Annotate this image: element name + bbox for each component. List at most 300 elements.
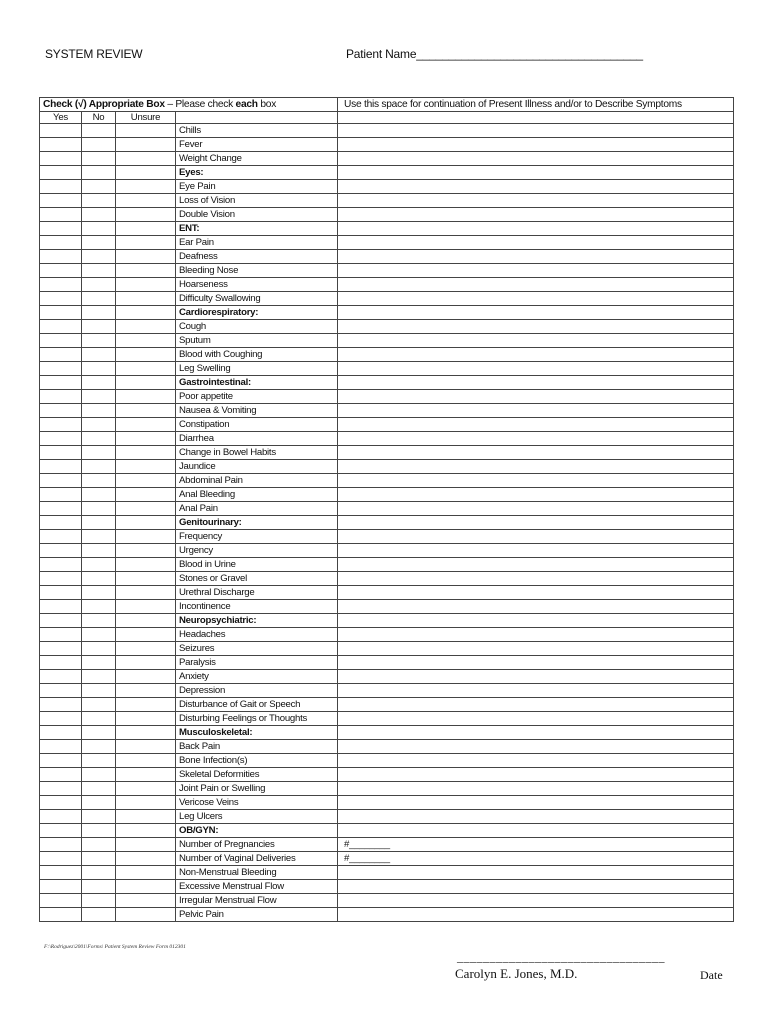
unsure-checkbox[interactable] bbox=[116, 530, 176, 544]
notes-cell[interactable] bbox=[338, 306, 734, 320]
no-checkbox[interactable] bbox=[82, 768, 116, 782]
symptom-label: Skeletal Deformities bbox=[176, 768, 338, 782]
yes-checkbox[interactable] bbox=[40, 824, 82, 838]
yes-checkbox[interactable] bbox=[40, 166, 82, 180]
unsure-checkbox[interactable] bbox=[116, 670, 176, 684]
notes-cell[interactable] bbox=[338, 390, 734, 404]
symptom-row bbox=[40, 208, 734, 222]
no-checkbox[interactable] bbox=[82, 208, 116, 222]
symptom-label: Pelvic Pain bbox=[176, 908, 338, 922]
yes-checkbox[interactable] bbox=[40, 194, 82, 208]
no-checkbox[interactable] bbox=[82, 488, 116, 502]
symptom-row bbox=[40, 852, 734, 866]
no-checkbox[interactable] bbox=[82, 908, 116, 922]
unsure-checkbox[interactable] bbox=[116, 194, 176, 208]
yes-checkbox[interactable] bbox=[40, 152, 82, 166]
check-instruction: Check (√) Appropriate Box – Please check each box bbox=[40, 98, 338, 112]
no-checkbox[interactable] bbox=[82, 460, 116, 474]
no-checkbox[interactable] bbox=[82, 418, 116, 432]
unsure-checkbox[interactable] bbox=[116, 124, 176, 138]
symptom-row bbox=[40, 754, 734, 768]
no-checkbox[interactable] bbox=[82, 796, 116, 810]
no-checkbox[interactable] bbox=[82, 320, 116, 334]
yes-checkbox[interactable] bbox=[40, 866, 82, 880]
notes-cell[interactable] bbox=[338, 138, 734, 152]
notes-cell[interactable] bbox=[338, 642, 734, 656]
yes-checkbox[interactable] bbox=[40, 656, 82, 670]
notes-cell[interactable] bbox=[338, 152, 734, 166]
unsure-checkbox[interactable] bbox=[116, 614, 176, 628]
unsure-checkbox[interactable] bbox=[116, 292, 176, 306]
yes-checkbox[interactable] bbox=[40, 460, 82, 474]
unsure-checkbox[interactable] bbox=[116, 390, 176, 404]
notes-cell[interactable] bbox=[338, 432, 734, 446]
no-checkbox[interactable] bbox=[82, 558, 116, 572]
file-path-footnote: F:\Rodriguez\2001\Forms\ Patient System Review Form 012301 bbox=[44, 944, 186, 950]
notes-cell[interactable] bbox=[338, 264, 734, 278]
symptom-label: Blood with Coughing bbox=[176, 348, 338, 362]
no-checkbox[interactable] bbox=[82, 152, 116, 166]
symptom-row bbox=[40, 684, 734, 698]
yes-checkbox[interactable] bbox=[40, 894, 82, 908]
section-heading: Musculoskeletal: bbox=[176, 726, 338, 740]
unsure-checkbox[interactable] bbox=[116, 516, 176, 530]
unsure-checkbox[interactable] bbox=[116, 866, 176, 880]
yes-checkbox[interactable] bbox=[40, 292, 82, 306]
section-row bbox=[40, 166, 734, 180]
no-checkbox[interactable] bbox=[82, 390, 116, 404]
no-checkbox[interactable] bbox=[82, 236, 116, 250]
no-checkbox[interactable] bbox=[82, 334, 116, 348]
notes-cell[interactable] bbox=[338, 460, 734, 474]
unsure-checkbox[interactable] bbox=[116, 726, 176, 740]
notes-cell[interactable] bbox=[338, 334, 734, 348]
unsure-checkbox[interactable] bbox=[116, 768, 176, 782]
symptom-row bbox=[40, 880, 734, 894]
symptom-row bbox=[40, 180, 734, 194]
symptom-row bbox=[40, 908, 734, 922]
yes-checkbox[interactable] bbox=[40, 684, 82, 698]
no-checkbox[interactable] bbox=[82, 838, 116, 852]
no-checkbox[interactable] bbox=[82, 684, 116, 698]
notes-cell[interactable] bbox=[338, 754, 734, 768]
yes-checkbox[interactable] bbox=[40, 236, 82, 250]
symptom-row bbox=[40, 656, 734, 670]
no-checkbox[interactable] bbox=[82, 880, 116, 894]
unsure-checkbox[interactable] bbox=[116, 810, 176, 824]
yes-checkbox[interactable] bbox=[40, 796, 82, 810]
unsure-checkbox[interactable] bbox=[116, 488, 176, 502]
yes-checkbox[interactable] bbox=[40, 544, 82, 558]
unsure-checkbox[interactable] bbox=[116, 502, 176, 516]
symptom-label: Fever bbox=[176, 138, 338, 152]
no-checkbox[interactable] bbox=[82, 894, 116, 908]
no-checkbox[interactable] bbox=[82, 628, 116, 642]
notes-cell[interactable] bbox=[338, 446, 734, 460]
notes-cell[interactable] bbox=[338, 880, 734, 894]
notes-cell[interactable] bbox=[338, 894, 734, 908]
no-checkbox[interactable] bbox=[82, 264, 116, 278]
symptom-label: Bone Infection(s) bbox=[176, 754, 338, 768]
notes-cell[interactable] bbox=[338, 656, 734, 670]
yes-checkbox[interactable] bbox=[40, 586, 82, 600]
symptom-row bbox=[40, 446, 734, 460]
yes-checkbox[interactable] bbox=[40, 642, 82, 656]
notes-cell[interactable] bbox=[338, 348, 734, 362]
unsure-checkbox[interactable] bbox=[116, 600, 176, 614]
yes-checkbox[interactable] bbox=[40, 138, 82, 152]
yes-checkbox[interactable] bbox=[40, 908, 82, 922]
symptom-label: Incontinence bbox=[176, 600, 338, 614]
yes-checkbox[interactable] bbox=[40, 698, 82, 712]
yes-checkbox[interactable] bbox=[40, 208, 82, 222]
no-checkbox[interactable] bbox=[82, 572, 116, 586]
notes-cell[interactable] bbox=[338, 418, 734, 432]
unsure-checkbox[interactable] bbox=[116, 740, 176, 754]
unsure-checkbox[interactable] bbox=[116, 628, 176, 642]
symptom-row bbox=[40, 838, 734, 852]
no-checkbox[interactable] bbox=[82, 124, 116, 138]
doctor-name: Carolyn E. Jones, M.D. bbox=[455, 966, 578, 981]
yes-checkbox[interactable] bbox=[40, 362, 82, 376]
yes-checkbox[interactable] bbox=[40, 488, 82, 502]
notes-cell[interactable] bbox=[338, 376, 734, 390]
yes-checkbox[interactable] bbox=[40, 432, 82, 446]
yes-checkbox[interactable] bbox=[40, 726, 82, 740]
no-checkbox[interactable] bbox=[82, 754, 116, 768]
notes-cell[interactable] bbox=[338, 908, 734, 922]
notes-cell[interactable] bbox=[338, 586, 734, 600]
section-row bbox=[40, 222, 734, 236]
symptom-row bbox=[40, 600, 734, 614]
symptom-label: Number of Pregnancies bbox=[176, 838, 338, 852]
symptom-label: Vericose Veins bbox=[176, 796, 338, 810]
notes-cell[interactable] bbox=[338, 628, 734, 642]
symptom-row bbox=[40, 488, 734, 502]
yes-checkbox[interactable] bbox=[40, 264, 82, 278]
unsure-checkbox[interactable] bbox=[116, 754, 176, 768]
yes-checkbox[interactable] bbox=[40, 418, 82, 432]
symptom-row bbox=[40, 348, 734, 362]
no-checkbox[interactable] bbox=[82, 222, 116, 236]
no-checkbox[interactable] bbox=[82, 600, 116, 614]
col-no-label: No bbox=[82, 112, 116, 124]
unsure-checkbox[interactable] bbox=[116, 880, 176, 894]
yes-checkbox[interactable] bbox=[40, 516, 82, 530]
symptom-label: Deafness bbox=[176, 250, 338, 264]
no-checkbox[interactable] bbox=[82, 278, 116, 292]
yes-checkbox[interactable] bbox=[40, 320, 82, 334]
section-heading: OB/GYN: bbox=[176, 824, 338, 838]
notes-cell[interactable] bbox=[338, 194, 734, 208]
unsure-checkbox[interactable] bbox=[116, 656, 176, 670]
yes-checkbox[interactable] bbox=[40, 376, 82, 390]
no-checkbox[interactable] bbox=[82, 866, 116, 880]
symptom-row bbox=[40, 894, 734, 908]
no-checkbox[interactable] bbox=[82, 306, 116, 320]
unsure-checkbox[interactable] bbox=[116, 838, 176, 852]
unsure-checkbox[interactable] bbox=[116, 208, 176, 222]
no-checkbox[interactable] bbox=[82, 530, 116, 544]
yes-checkbox[interactable] bbox=[40, 754, 82, 768]
notes-cell[interactable] bbox=[338, 698, 734, 712]
yes-checkbox[interactable] bbox=[40, 572, 82, 586]
notes-cell[interactable] bbox=[338, 558, 734, 572]
unsure-checkbox[interactable] bbox=[116, 278, 176, 292]
symptom-row bbox=[40, 866, 734, 880]
no-checkbox[interactable] bbox=[82, 502, 116, 516]
unsure-checkbox[interactable] bbox=[116, 306, 176, 320]
notes-cell[interactable] bbox=[338, 712, 734, 726]
symptom-label: Irregular Menstrual Flow bbox=[176, 894, 338, 908]
unsure-checkbox[interactable] bbox=[116, 460, 176, 474]
notes-cell[interactable] bbox=[338, 866, 734, 880]
yes-checkbox[interactable] bbox=[40, 712, 82, 726]
no-checkbox[interactable] bbox=[82, 614, 116, 628]
symptom-row bbox=[40, 194, 734, 208]
notes-cell[interactable] bbox=[338, 278, 734, 292]
symptom-row bbox=[40, 250, 734, 264]
yes-checkbox[interactable] bbox=[40, 348, 82, 362]
no-checkbox[interactable] bbox=[82, 376, 116, 390]
symptom-label: Headaches bbox=[176, 628, 338, 642]
unsure-checkbox[interactable] bbox=[116, 544, 176, 558]
yes-checkbox[interactable] bbox=[40, 502, 82, 516]
notes-cell[interactable] bbox=[338, 670, 734, 684]
notes-cell[interactable] bbox=[338, 796, 734, 810]
no-checkbox[interactable] bbox=[82, 782, 116, 796]
yes-checkbox[interactable] bbox=[40, 740, 82, 754]
symptom-row bbox=[40, 712, 734, 726]
yes-checkbox[interactable] bbox=[40, 852, 82, 866]
table-header-row bbox=[40, 98, 734, 112]
notes-cell[interactable] bbox=[338, 362, 734, 376]
yes-checkbox[interactable] bbox=[40, 124, 82, 138]
yes-checkbox[interactable] bbox=[40, 306, 82, 320]
yes-checkbox[interactable] bbox=[40, 278, 82, 292]
no-checkbox[interactable] bbox=[82, 138, 116, 152]
unsure-checkbox[interactable] bbox=[116, 376, 176, 390]
unsure-checkbox[interactable] bbox=[116, 852, 176, 866]
symptom-col-header bbox=[176, 112, 338, 124]
notes-cell[interactable] bbox=[338, 180, 734, 194]
no-checkbox[interactable] bbox=[82, 726, 116, 740]
notes-cell[interactable]: #________ bbox=[338, 838, 734, 852]
unsure-checkbox[interactable] bbox=[116, 348, 176, 362]
notes-cell[interactable]: #________ bbox=[338, 852, 734, 866]
no-checkbox[interactable] bbox=[82, 432, 116, 446]
unsure-checkbox[interactable] bbox=[116, 446, 176, 460]
notes-cell[interactable] bbox=[338, 530, 734, 544]
unsure-checkbox[interactable] bbox=[116, 908, 176, 922]
yes-checkbox[interactable] bbox=[40, 446, 82, 460]
yes-checkbox[interactable] bbox=[40, 838, 82, 852]
notes-cell[interactable] bbox=[338, 810, 734, 824]
symptom-label: Sputum bbox=[176, 334, 338, 348]
symptom-row bbox=[40, 236, 734, 250]
unsure-checkbox[interactable] bbox=[116, 320, 176, 334]
yes-checkbox[interactable] bbox=[40, 390, 82, 404]
no-checkbox[interactable] bbox=[82, 852, 116, 866]
symptom-label: Jaundice bbox=[176, 460, 338, 474]
notes-cell[interactable] bbox=[338, 516, 734, 530]
notes-cell[interactable] bbox=[338, 824, 734, 838]
unsure-checkbox[interactable] bbox=[116, 698, 176, 712]
unsure-checkbox[interactable] bbox=[116, 418, 176, 432]
yes-checkbox[interactable] bbox=[40, 180, 82, 194]
unsure-checkbox[interactable] bbox=[116, 572, 176, 586]
notes-cell[interactable] bbox=[338, 726, 734, 740]
unsure-checkbox[interactable] bbox=[116, 782, 176, 796]
symptom-label: Bleeding Nose bbox=[176, 264, 338, 278]
unsure-checkbox[interactable] bbox=[116, 362, 176, 376]
symptom-row bbox=[40, 460, 734, 474]
yes-checkbox[interactable] bbox=[40, 558, 82, 572]
symptom-label: Back Pain bbox=[176, 740, 338, 754]
unsure-checkbox[interactable] bbox=[116, 152, 176, 166]
notes-cell[interactable] bbox=[338, 782, 734, 796]
symptom-row bbox=[40, 362, 734, 376]
symptom-row bbox=[40, 698, 734, 712]
unsure-checkbox[interactable] bbox=[116, 558, 176, 572]
no-checkbox[interactable] bbox=[82, 712, 116, 726]
notes-cell[interactable] bbox=[338, 320, 734, 334]
no-checkbox[interactable] bbox=[82, 404, 116, 418]
notes-cell[interactable] bbox=[338, 404, 734, 418]
yes-checkbox[interactable] bbox=[40, 810, 82, 824]
notes-cell[interactable] bbox=[338, 572, 734, 586]
no-checkbox[interactable] bbox=[82, 544, 116, 558]
notes-cell[interactable] bbox=[338, 614, 734, 628]
no-checkbox[interactable] bbox=[82, 642, 116, 656]
symptom-label: Number of Vaginal Deliveries bbox=[176, 852, 338, 866]
notes-cell[interactable] bbox=[338, 166, 734, 180]
section-heading: Eyes: bbox=[176, 166, 338, 180]
no-checkbox[interactable] bbox=[82, 348, 116, 362]
notes-cell[interactable] bbox=[338, 222, 734, 236]
symptom-label: Hoarseness bbox=[176, 278, 338, 292]
no-checkbox[interactable] bbox=[82, 474, 116, 488]
no-checkbox[interactable] bbox=[82, 362, 116, 376]
yes-checkbox[interactable] bbox=[40, 600, 82, 614]
section-row bbox=[40, 306, 734, 320]
notes-cell[interactable] bbox=[338, 740, 734, 754]
notes-cell[interactable] bbox=[338, 600, 734, 614]
unsure-checkbox[interactable] bbox=[116, 684, 176, 698]
no-checkbox[interactable] bbox=[82, 180, 116, 194]
unsure-checkbox[interactable] bbox=[116, 138, 176, 152]
unsure-checkbox[interactable] bbox=[116, 236, 176, 250]
symptom-row bbox=[40, 264, 734, 278]
no-checkbox[interactable] bbox=[82, 740, 116, 754]
unsure-checkbox[interactable] bbox=[116, 712, 176, 726]
notes-cell[interactable] bbox=[338, 544, 734, 558]
symptom-row bbox=[40, 810, 734, 824]
section-row bbox=[40, 824, 734, 838]
yes-checkbox[interactable] bbox=[40, 474, 82, 488]
no-checkbox[interactable] bbox=[82, 250, 116, 264]
no-checkbox[interactable] bbox=[82, 166, 116, 180]
yes-checkbox[interactable] bbox=[40, 222, 82, 236]
yes-checkbox[interactable] bbox=[40, 614, 82, 628]
yes-checkbox[interactable] bbox=[40, 670, 82, 684]
symptom-row bbox=[40, 544, 734, 558]
yes-checkbox[interactable] bbox=[40, 768, 82, 782]
section-heading: Neuropsychiatric: bbox=[176, 614, 338, 628]
unsure-checkbox[interactable] bbox=[116, 334, 176, 348]
unsure-checkbox[interactable] bbox=[116, 474, 176, 488]
symptom-row bbox=[40, 628, 734, 642]
symptom-label: Cough bbox=[176, 320, 338, 334]
no-checkbox[interactable] bbox=[82, 194, 116, 208]
symptom-row bbox=[40, 390, 734, 404]
unsure-checkbox[interactable] bbox=[116, 180, 176, 194]
notes-cell[interactable] bbox=[338, 292, 734, 306]
unsure-checkbox[interactable] bbox=[116, 432, 176, 446]
unsure-checkbox[interactable] bbox=[116, 824, 176, 838]
notes-cell[interactable] bbox=[338, 502, 734, 516]
signature-line[interactable]: ________________________________ bbox=[457, 950, 665, 964]
symptom-row bbox=[40, 292, 734, 306]
notes-cell[interactable] bbox=[338, 684, 734, 698]
yes-checkbox[interactable] bbox=[40, 782, 82, 796]
yes-checkbox[interactable] bbox=[40, 880, 82, 894]
unsure-checkbox[interactable] bbox=[116, 894, 176, 908]
notes-cell[interactable] bbox=[338, 768, 734, 782]
symptom-row bbox=[40, 642, 734, 656]
yes-checkbox[interactable] bbox=[40, 530, 82, 544]
yes-checkbox[interactable] bbox=[40, 404, 82, 418]
unsure-checkbox[interactable] bbox=[116, 222, 176, 236]
unsure-checkbox[interactable] bbox=[116, 404, 176, 418]
no-checkbox[interactable] bbox=[82, 698, 116, 712]
symptom-label: Excessive Menstrual Flow bbox=[176, 880, 338, 894]
no-checkbox[interactable] bbox=[82, 292, 116, 306]
unsure-checkbox[interactable] bbox=[116, 166, 176, 180]
no-checkbox[interactable] bbox=[82, 810, 116, 824]
notes-cell[interactable] bbox=[338, 236, 734, 250]
unsure-checkbox[interactable] bbox=[116, 796, 176, 810]
patient-name-field[interactable]: Patient Name___________________________________ bbox=[346, 47, 643, 61]
symptom-label: Blood in Urine bbox=[176, 558, 338, 572]
yes-checkbox[interactable] bbox=[40, 628, 82, 642]
no-checkbox[interactable] bbox=[82, 824, 116, 838]
no-checkbox[interactable] bbox=[82, 670, 116, 684]
section-heading: Cardiorespiratory: bbox=[176, 306, 338, 320]
unsure-checkbox[interactable] bbox=[116, 250, 176, 264]
notes-cell[interactable] bbox=[338, 208, 734, 222]
no-checkbox[interactable] bbox=[82, 586, 116, 600]
symptom-row bbox=[40, 404, 734, 418]
notes-cell[interactable] bbox=[338, 488, 734, 502]
notes-cell[interactable] bbox=[338, 474, 734, 488]
unsure-checkbox[interactable] bbox=[116, 264, 176, 278]
unsure-checkbox[interactable] bbox=[116, 586, 176, 600]
unsure-checkbox[interactable] bbox=[116, 642, 176, 656]
no-checkbox[interactable] bbox=[82, 516, 116, 530]
symptom-label: Joint Pain or Swelling bbox=[176, 782, 338, 796]
col-yes-label: Yes bbox=[40, 112, 82, 124]
yes-checkbox[interactable] bbox=[40, 334, 82, 348]
no-checkbox[interactable] bbox=[82, 656, 116, 670]
symptom-label: Urgency bbox=[176, 544, 338, 558]
notes-cell[interactable] bbox=[338, 124, 734, 138]
symptom-label: Anxiety bbox=[176, 670, 338, 684]
no-checkbox[interactable] bbox=[82, 446, 116, 460]
yes-checkbox[interactable] bbox=[40, 250, 82, 264]
notes-cell[interactable] bbox=[338, 250, 734, 264]
section-heading: Genitourinary: bbox=[176, 516, 338, 530]
